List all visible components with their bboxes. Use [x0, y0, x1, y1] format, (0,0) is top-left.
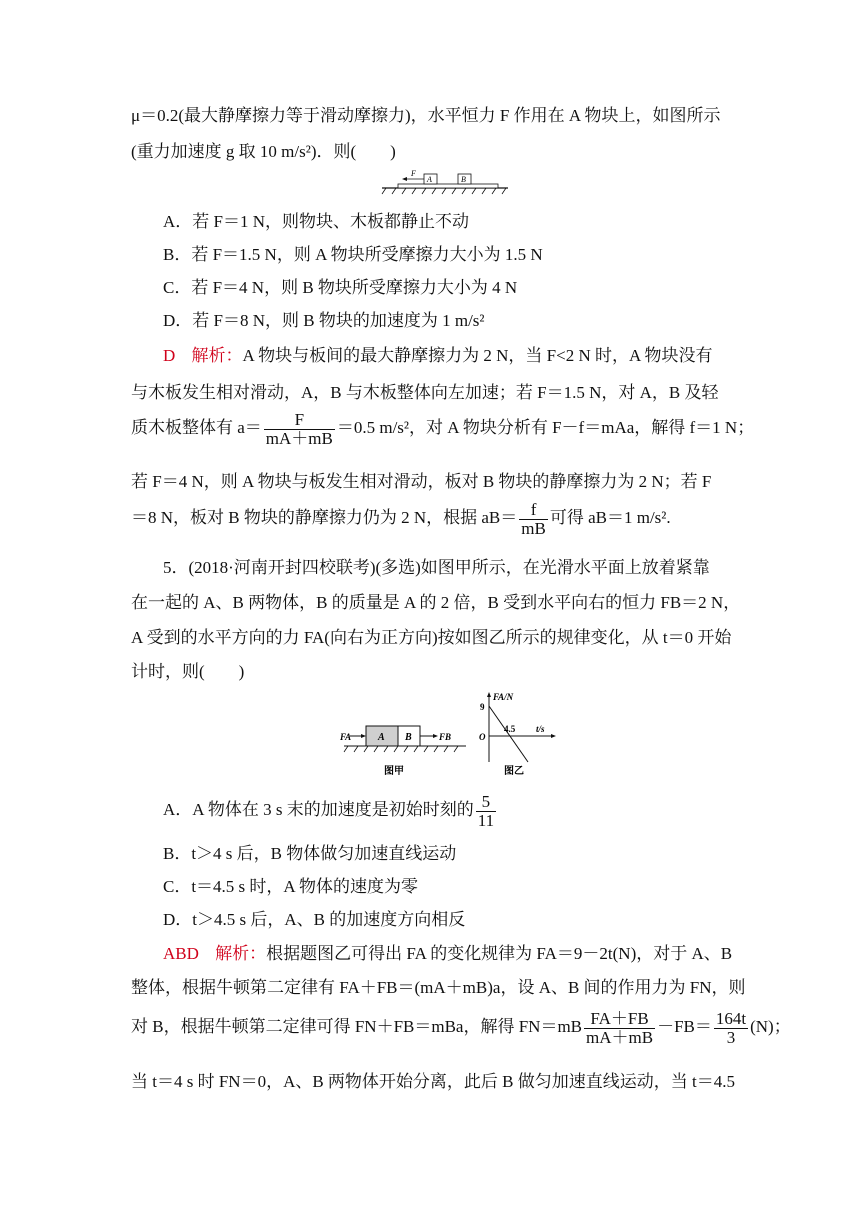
q5-jia-caption: 图甲 — [384, 766, 404, 777]
q4-analysis-label: 解析： — [191, 346, 243, 365]
q5-yi-xtick: 4.5 — [504, 724, 516, 734]
q4-fraction-a — [264, 411, 335, 448]
q5-fraction-b — [714, 1010, 748, 1047]
q4-analysis-text5a: ＝8 N，板对 B 物块的静摩擦力仍为 2 N，根据 aB＝ — [131, 508, 518, 527]
q5-stem-line1: 5．(2018·河南开封四校联考)(多选)如图甲所示，在光滑水平面上放着紧靠 — [163, 558, 710, 577]
q5-stem-line3: A 受到的水平方向的力 FA(向右为正方向)按如图乙所示的规律变化，从 t＝0 开始 — [131, 628, 732, 647]
q5-option-c: C．t＝4.5 s 时，A 物体的速度为零 — [163, 877, 419, 896]
q5-fraction-a — [584, 1010, 655, 1047]
q4-fraction-b — [519, 501, 548, 538]
q4-answer: D — [163, 346, 176, 365]
q4-analysis-text3b: ＝0.5 m/s²，对 A 物块分析有 F－f＝mAa，解得 f＝1 N； — [336, 418, 755, 437]
q5-analysis-text3a: 对 B，根据牛顿第二定律可得 FN＋FB＝mBa，解得 FN＝mB — [131, 1017, 583, 1036]
q4-analysis-text1: A 物块与板间的最大静摩擦力为 2 N，当 F<2 N 时，A 物块没有 — [242, 346, 713, 365]
q4-analysis-text5b: 可得 aB＝1 m/s². — [549, 508, 671, 527]
q5-frac-b-num: 164t — [715, 1008, 747, 1028]
q4-stem-line1: μ＝0.2(最大静摩擦力等于滑动摩擦力)，水平恒力 F 作用在 A 物块上，如图所示 — [131, 106, 721, 125]
q5-analysis-line4: 当 t＝4 s 时 FN＝0，A、B 两物体开始分离，此后 B 做匀加速直线运动，当 t＝4.5 — [131, 1072, 735, 1091]
q5-frac-b-den: 3 — [726, 1027, 736, 1047]
q5-option-a-fraction — [476, 793, 496, 830]
q4-option-d: D．若 F＝8 N，则 B 物块的加速度为 1 m/s² — [163, 311, 485, 330]
q4-fig-block-b: B — [461, 175, 466, 184]
q4-frac-b-num: f — [519, 501, 548, 520]
q5-yi-ytick: 9 — [480, 702, 485, 712]
q5-analysis-line2: 整体，根据牛顿第二定律有 FA＋FB＝(mA＋mB)a，设 A、B 间的作用力为 FN，则 — [131, 978, 746, 997]
q5-yi-ylabel: FA/N — [493, 692, 514, 702]
q5-analysis-line3 — [131, 1008, 791, 1047]
q5-frac-a-den: mA＋mB — [586, 1027, 654, 1047]
q5-stem-line4: 计时，则( ) — [131, 662, 245, 681]
q5-analysis-text3b: －FB＝ — [657, 1017, 712, 1036]
q5-option-b: B．t＞4 s 后，B 物体做匀加速直线运动 — [163, 844, 457, 863]
q5-analysis-text1: 根据题图乙可得出 FA 的变化规律为 FA＝9－2t(N)，对于 A、B — [266, 944, 733, 963]
q5-jia-fa-label: FA — [340, 732, 352, 742]
q4-analysis-line3 — [131, 409, 755, 448]
q5-figure-yi — [474, 688, 564, 780]
q5-figure-jia — [338, 716, 478, 780]
q5-jia-fb-label: FB — [439, 732, 452, 742]
q5-analysis-text3c: (N)； — [750, 1017, 791, 1036]
q5-frac-a-num: FA＋FB — [584, 1010, 655, 1029]
q5-stem-line2: 在一起的 A、B 两物体，B 的质量是 A 的 2 倍，B 受到水平向右的恒力 FB＝2 N， — [131, 593, 741, 612]
q4-option-c: C．若 F＝4 N，则 B 物块所受摩擦力大小为 4 N — [163, 278, 518, 297]
q5-jia-block-b: B — [405, 732, 412, 743]
q4-analysis-line1 — [163, 344, 735, 368]
q5-yi-origin: O — [479, 732, 486, 742]
q4-frac-a-num: F — [264, 411, 335, 430]
q4-frac-b-den: mB — [521, 518, 546, 538]
q4-fig-force-label: F — [411, 169, 416, 178]
q5-frac-num: 5 — [476, 793, 496, 812]
q5-analysis-label: 解析： — [215, 944, 267, 963]
q4-option-a: A．若 F＝1 N，则物块、木板都静止不动 — [163, 212, 470, 231]
q5-analysis-line1 — [163, 942, 735, 966]
q4-analysis-text3a: 质木板整体有 a＝ — [131, 418, 262, 437]
q5-yi-caption: 图乙 — [504, 766, 524, 777]
q4-frac-a-den: mA＋mB — [265, 428, 333, 448]
q4-analysis-line2: 与木板发生相对滑动，A，B 与木板整体向左加速；若 F＝1.5 N，对 A，B 及轻 — [131, 383, 719, 402]
q4-stem-line2: (重力加速度 g 取 10 m/s²)．则( ) — [131, 142, 396, 161]
q5-option-a-text: A．A 物体在 3 s 末的加速度是初始时刻的 — [163, 800, 474, 819]
q4-analysis-line5 — [131, 500, 735, 538]
q4-analysis-line4: 若 F＝4 N，则 A 物块与板发生相对滑动，板对 B 物块的静摩擦力为 2 N；若 F — [131, 472, 712, 491]
q5-answer: ABD — [163, 944, 199, 963]
q5-option-a — [163, 792, 735, 830]
q5-yi-xlabel: t/s — [536, 724, 545, 734]
q4-fig-block-a: A — [427, 175, 432, 184]
q5-frac-den: 11 — [477, 810, 495, 830]
q5-jia-block-a: A — [378, 732, 385, 743]
q5-option-d: D．t＞4.5 s 后，A、B 的加速度方向相反 — [163, 910, 466, 929]
q4-option-b: B．若 F＝1.5 N，则 A 物块所受摩擦力大小为 1.5 N — [163, 245, 543, 264]
q4-figure — [378, 168, 512, 196]
